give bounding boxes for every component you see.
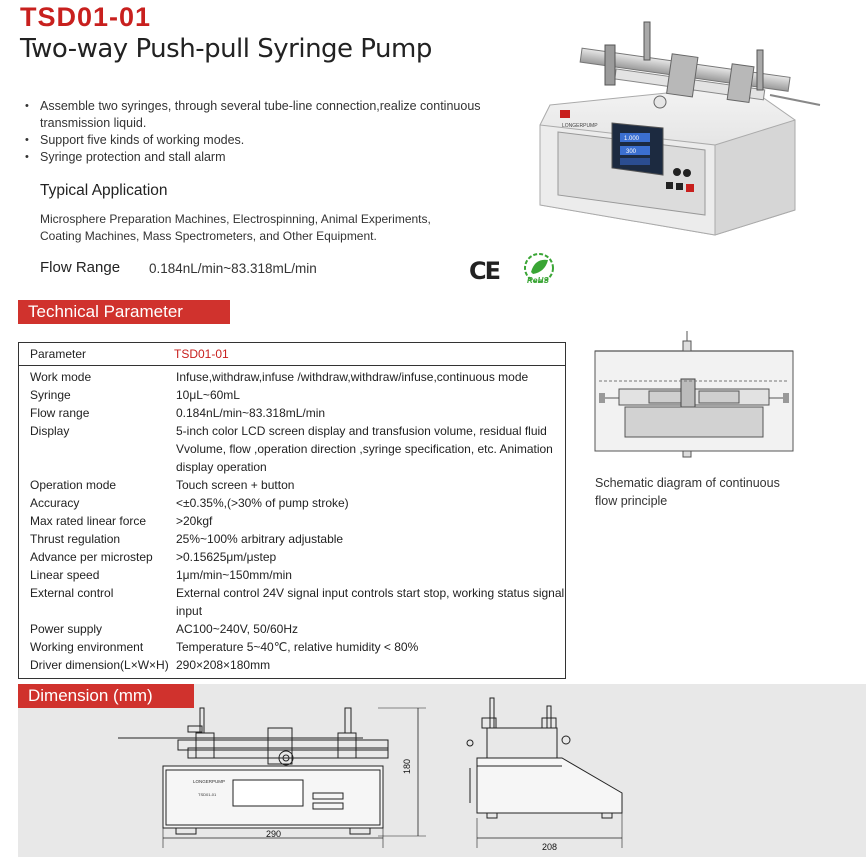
ce-mark-icon: CE (469, 257, 500, 285)
parameter-value: Infuse,withdraw,infuse /withdraw,withdraw/infuse,continuous mode (176, 370, 529, 384)
parameter-row (19, 386, 565, 404)
parameter-value: 1μm/min~150mm/min (176, 568, 292, 582)
parameter-value: External control 24V signal input controls start stop, working status signal input (176, 586, 565, 618)
feature-item: • Assemble two syringes, through several tube-line connection,realize continuous transmission liquid. (22, 98, 522, 132)
dimension-banner: Dimension (mm) (18, 684, 194, 708)
parameter-table-header (19, 343, 565, 366)
parameter-value: >0.15625μm/μstep (176, 550, 277, 564)
parameter-row (19, 404, 565, 422)
front-width-dimension: 290 (266, 829, 282, 839)
parameter-table (18, 342, 566, 679)
parameter-name: Driver dimension(L×W×H) (30, 658, 169, 672)
parameter-name: Operation mode (30, 478, 117, 492)
parameter-value: >20kgf (176, 514, 213, 528)
photo-screen-value-1: 1.000 (624, 136, 640, 142)
header-parameter-label: Parameter (30, 347, 87, 361)
rohs-logo-icon (521, 252, 557, 286)
parameter-value: 290×208×180mm (176, 658, 271, 672)
parameter-value: <±0.35%,(>30% of pump stroke) (176, 496, 349, 510)
parameter-row (19, 656, 565, 674)
parameter-value: Touch screen + button (176, 478, 295, 492)
flow-range-label: Flow Range (40, 259, 121, 276)
parameter-value: Temperature 5~40℃, relative humidity < 80% (176, 640, 419, 654)
product-title: TSD01-01 (20, 2, 152, 32)
parameter-name: Display (30, 424, 70, 438)
parameter-row (19, 638, 565, 656)
product-subtitle: Two-way Push-pull Syringe Pump (20, 34, 432, 64)
parameter-row (19, 512, 565, 530)
front-model-label: TSD01-01 (198, 792, 217, 797)
continuous-flow-schematic (589, 327, 799, 462)
header-model-label: TSD01-01 (174, 347, 229, 361)
application-heading: Typical Application (40, 182, 168, 199)
parameter-name: External control (30, 586, 114, 600)
parameter-row (19, 620, 565, 638)
parameter-rows (19, 368, 565, 674)
parameter-row (19, 368, 565, 386)
feature-item: • Support five kinds of working modes. (22, 132, 522, 149)
parameter-value: 10μL~60mL (176, 388, 240, 402)
parameter-name: Thrust regulation (30, 532, 121, 546)
parameter-value: 25%~100% arbitrary adjustable (176, 532, 344, 546)
technical-parameter-banner: Technical Parameter (18, 300, 230, 324)
parameter-row (19, 422, 565, 476)
parameter-row (19, 548, 565, 566)
side-depth-dimension: 208 (542, 842, 558, 852)
flow-range-value: 0.184nL/min~83.318mL/min (149, 261, 317, 276)
parameter-name: Max rated linear force (30, 514, 147, 528)
application-text: Microsphere Preparation Machines, Electrospinning, Animal Experiments, Coating Machines, Mass Spectrometers, and Other Equipment. (40, 212, 431, 243)
parameter-row (19, 530, 565, 548)
front-height-dimension: 180 (402, 758, 412, 774)
parameter-row (19, 494, 565, 512)
parameter-row (19, 566, 565, 584)
parameter-value: 0.184nL/min~83.318mL/min (176, 406, 326, 420)
schematic-caption: Schematic diagram of continuous flow principle (595, 476, 780, 508)
parameter-name: Linear speed (30, 568, 100, 582)
parameter-value: 5-inch color LCD screen display and transfusion volume, residual fluid Vvolume, flow ,operation direction ,syringe specification, etc. Animation display operation (176, 424, 553, 474)
front-brand-label: LONGERPUMP (193, 779, 226, 784)
feature-list (22, 98, 522, 166)
parameter-name: Working environment (30, 640, 144, 654)
photo-screen-value-2: 300 (626, 149, 637, 155)
parameter-value: AC100~240V, 50/60Hz (176, 622, 298, 636)
photo-brand-label: LONGERPUMP (562, 123, 598, 129)
feature-item: • Syringe protection and stall alarm (22, 149, 522, 166)
parameter-name: Power supply (30, 622, 103, 636)
rohs-text: RoHS (527, 276, 549, 285)
parameter-row (19, 476, 565, 494)
parameter-name: Work mode (30, 370, 92, 384)
parameter-name: Accuracy (30, 496, 80, 510)
parameter-name: Syringe (30, 388, 71, 402)
pump-product-image (520, 10, 860, 240)
side-view-drawing (462, 688, 632, 853)
front-view-drawing (108, 688, 438, 853)
parameter-name: Advance per microstep (30, 550, 153, 564)
parameter-row (19, 584, 565, 620)
parameter-name: Flow range (30, 406, 90, 420)
